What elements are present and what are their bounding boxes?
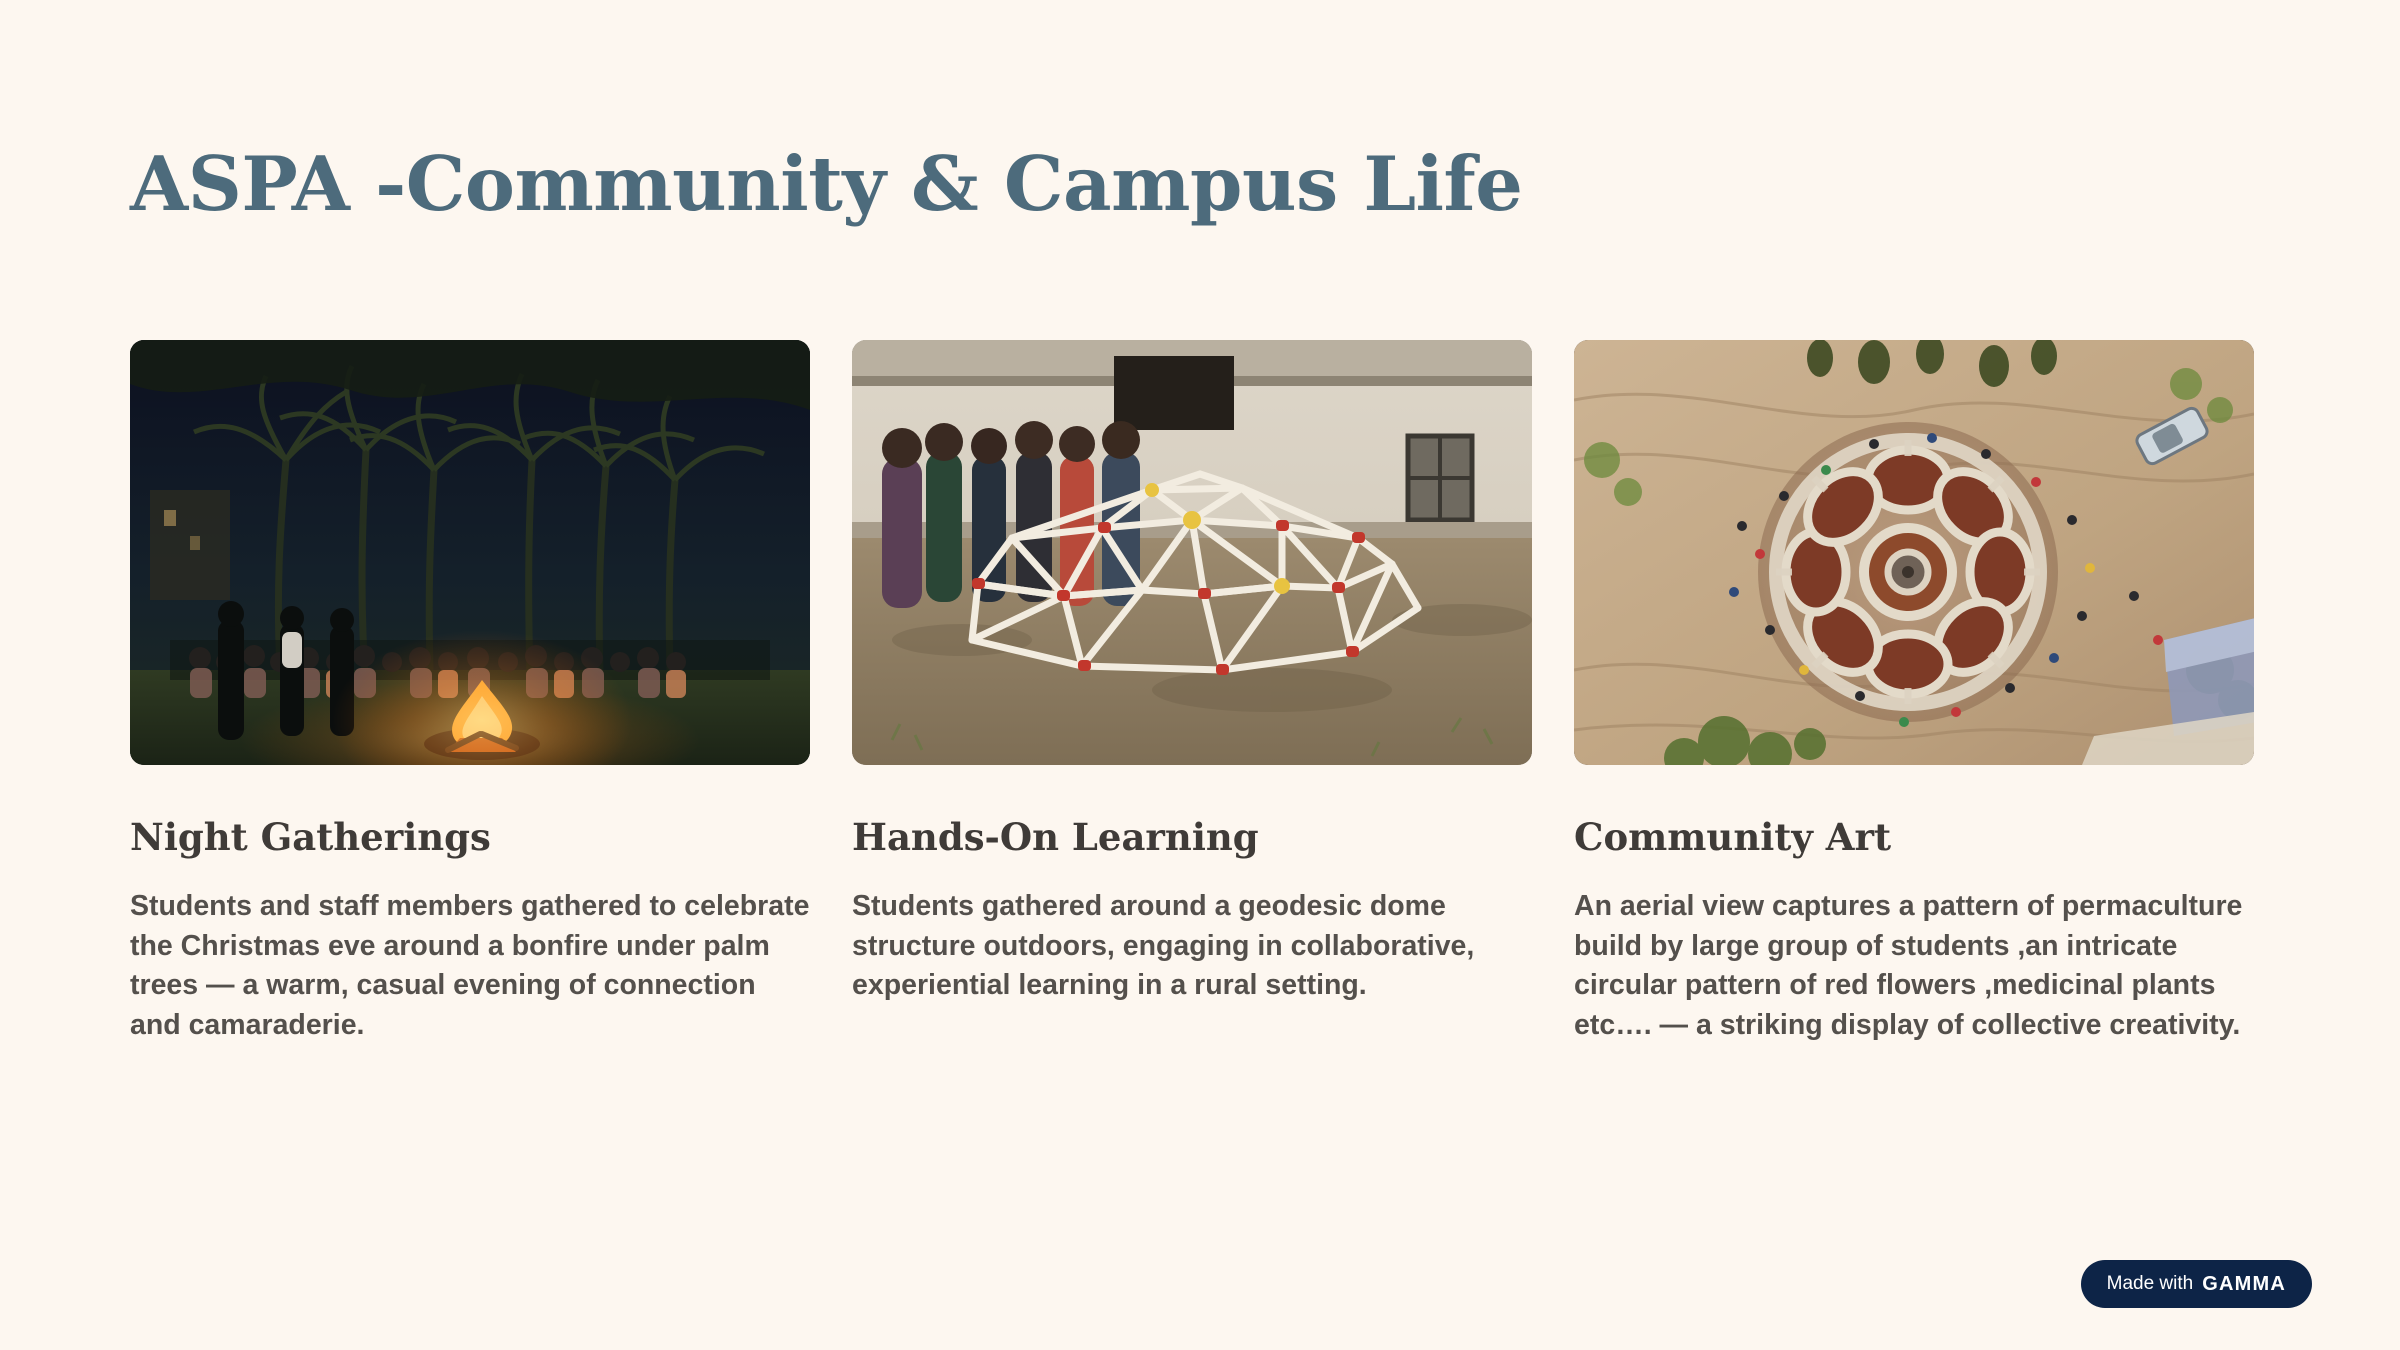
badge-brand: GAMMA	[2202, 1272, 2286, 1295]
page-title: ASPA -Community & Campus Life	[130, 140, 1523, 228]
card-body: Students gathered around a geodesic dome structure outdoors, engaging in collaborative, experiential learning in a rural setting.	[852, 890, 1475, 1002]
card-community-art	[1574, 340, 2254, 1045]
night-bonfire-gathering-photo	[130, 340, 810, 765]
card-night-gatherings	[130, 340, 810, 1045]
aerial-permaculture-pattern-photo	[1574, 340, 2254, 765]
card-title: Community Art	[1574, 815, 1892, 859]
card-title: Hands-On Learning	[852, 815, 1259, 859]
card-body: An aerial view captures a pattern of permaculture build by large group of students ,an intricate circular pattern of red flowers ,medicinal plants etc…. — a striking display of collective creativity.	[1574, 890, 2243, 1041]
made-with-gamma-badge[interactable]	[2081, 1260, 2312, 1308]
card-grid	[130, 340, 2270, 1045]
geodesic-dome-workshop-photo	[852, 340, 1532, 765]
card-body: Students and staff members gathered to celebrate the Christmas eve around a bonfire under palm trees — a warm, casual evening of connection and camaraderie.	[130, 890, 810, 1041]
badge-prefix: Made with	[2106, 1273, 2194, 1294]
card-title: Night Gatherings	[130, 815, 491, 859]
card-hands-on-learning	[852, 340, 1532, 1006]
